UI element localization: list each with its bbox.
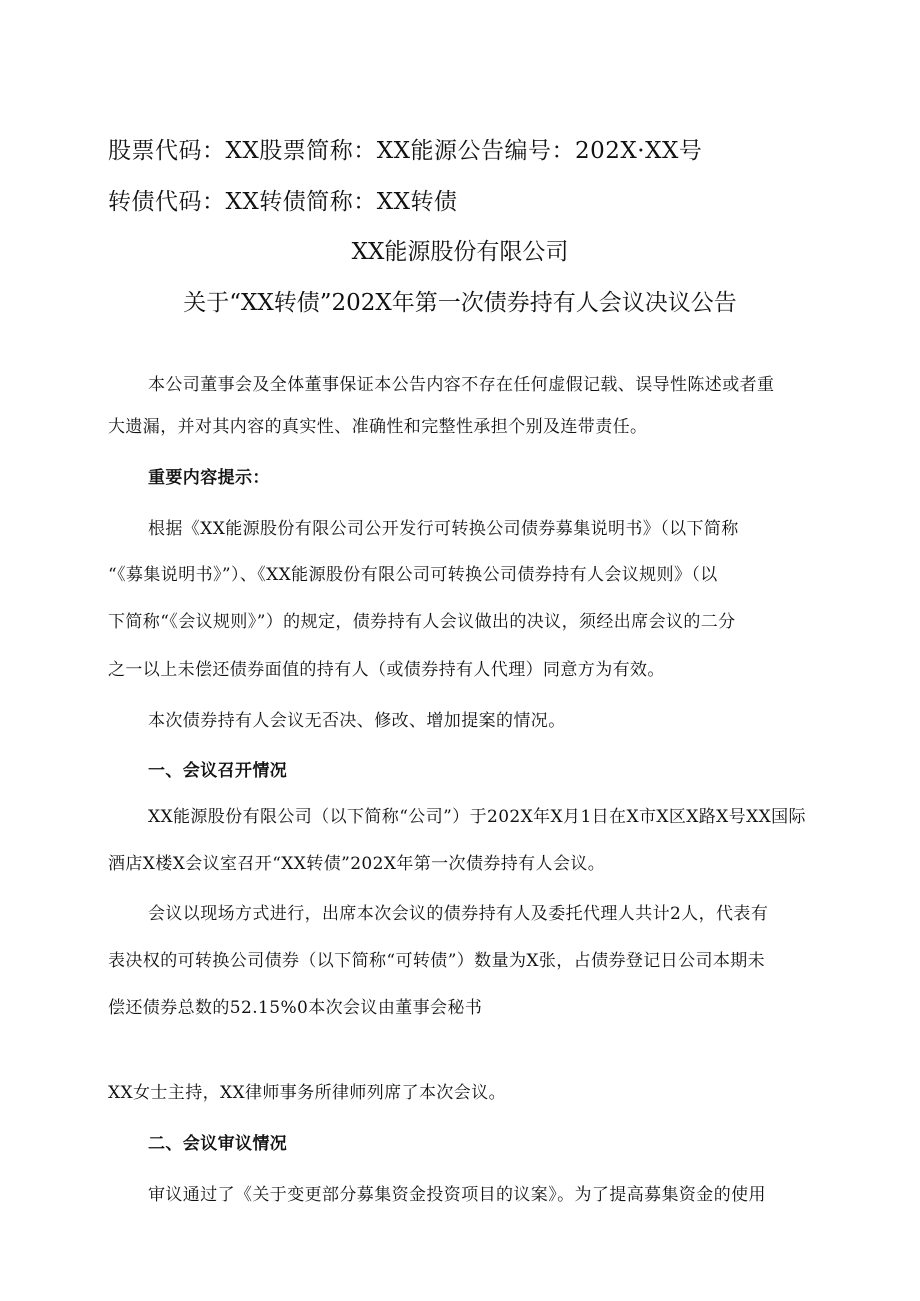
host-statement: XX女士主持，XX律师事务所律师列席了本次会议。 xyxy=(108,1083,507,1103)
attendance-paragraph-line: 表决权的可转换公司债券（以下简称“可转债”）数量为X张，占债券登记日公司本期未 xyxy=(108,951,766,971)
notice-paragraph-line: 根据《XX能源股份有限公司公开发行可转换公司债券募集说明书》（以下简称 xyxy=(148,519,739,539)
statement-line-1: 本公司董事会及全体董事保证本公告内容不存在任何虚假记载、误导性陈述或者重 xyxy=(148,375,775,395)
bond-code-line: 转债代码：XX转债简称：XX转债 xyxy=(108,189,458,215)
meeting-paragraph-line: 酒店X楼X会议室召开“XX转债”202X年第一次债券持有人会议。 xyxy=(108,854,606,874)
section1-heading: 一、会议召开情况 xyxy=(148,761,288,781)
notice-paragraph-line: 之一以上未偿还债券面值的持有人（或债券持有人代理）同意方为有效。 xyxy=(108,660,665,680)
meeting-paragraph-line: XX能源股份有限公司（以下简称“公司”）于202X年X月1日在X市X区X路X号XX国际 xyxy=(148,807,806,827)
statement-line-2: 大遗漏，并对其内容的真实性、准确性和完整性承担个别及连带责任。 xyxy=(108,417,648,437)
company-title: XX能源股份有限公司 xyxy=(351,239,569,265)
no-veto-statement: 本次债券持有人会议无否决、修改、增加提案的情况。 xyxy=(148,711,566,731)
attendance-paragraph-line: 会议以现场方式进行，出席本次会议的债券持有人及委托代理人共计2人，代表有 xyxy=(148,904,769,924)
notice-paragraph-line: 下简称“《会议规则》”）的规定，债券持有人会议做出的决议，须经出席会议的二分 xyxy=(108,612,736,632)
stock-code-line: 股票代码：XX股票简称：XX能源公告编号：202X·XX号 xyxy=(108,138,703,164)
notice-heading: 重要内容提示： xyxy=(148,468,270,488)
section2-heading: 二、会议审议情况 xyxy=(148,1134,288,1154)
notice-paragraph-line: “《募集说明书》”）、《XX能源股份有限公司可转换公司债券持有人会议规则》（以 xyxy=(108,565,718,585)
announcement-title: 关于“XX转债”202X年第一次债券持有人会议决议公告 xyxy=(183,290,737,316)
review-paragraph-line: 审议通过了《关于变更部分募集资金投资项目的议案》。为了提高募集资金的使用 xyxy=(148,1185,766,1205)
attendance-paragraph-line: 偿还债券总数的52.15%0本次会议由董事会秘书 xyxy=(108,998,483,1018)
